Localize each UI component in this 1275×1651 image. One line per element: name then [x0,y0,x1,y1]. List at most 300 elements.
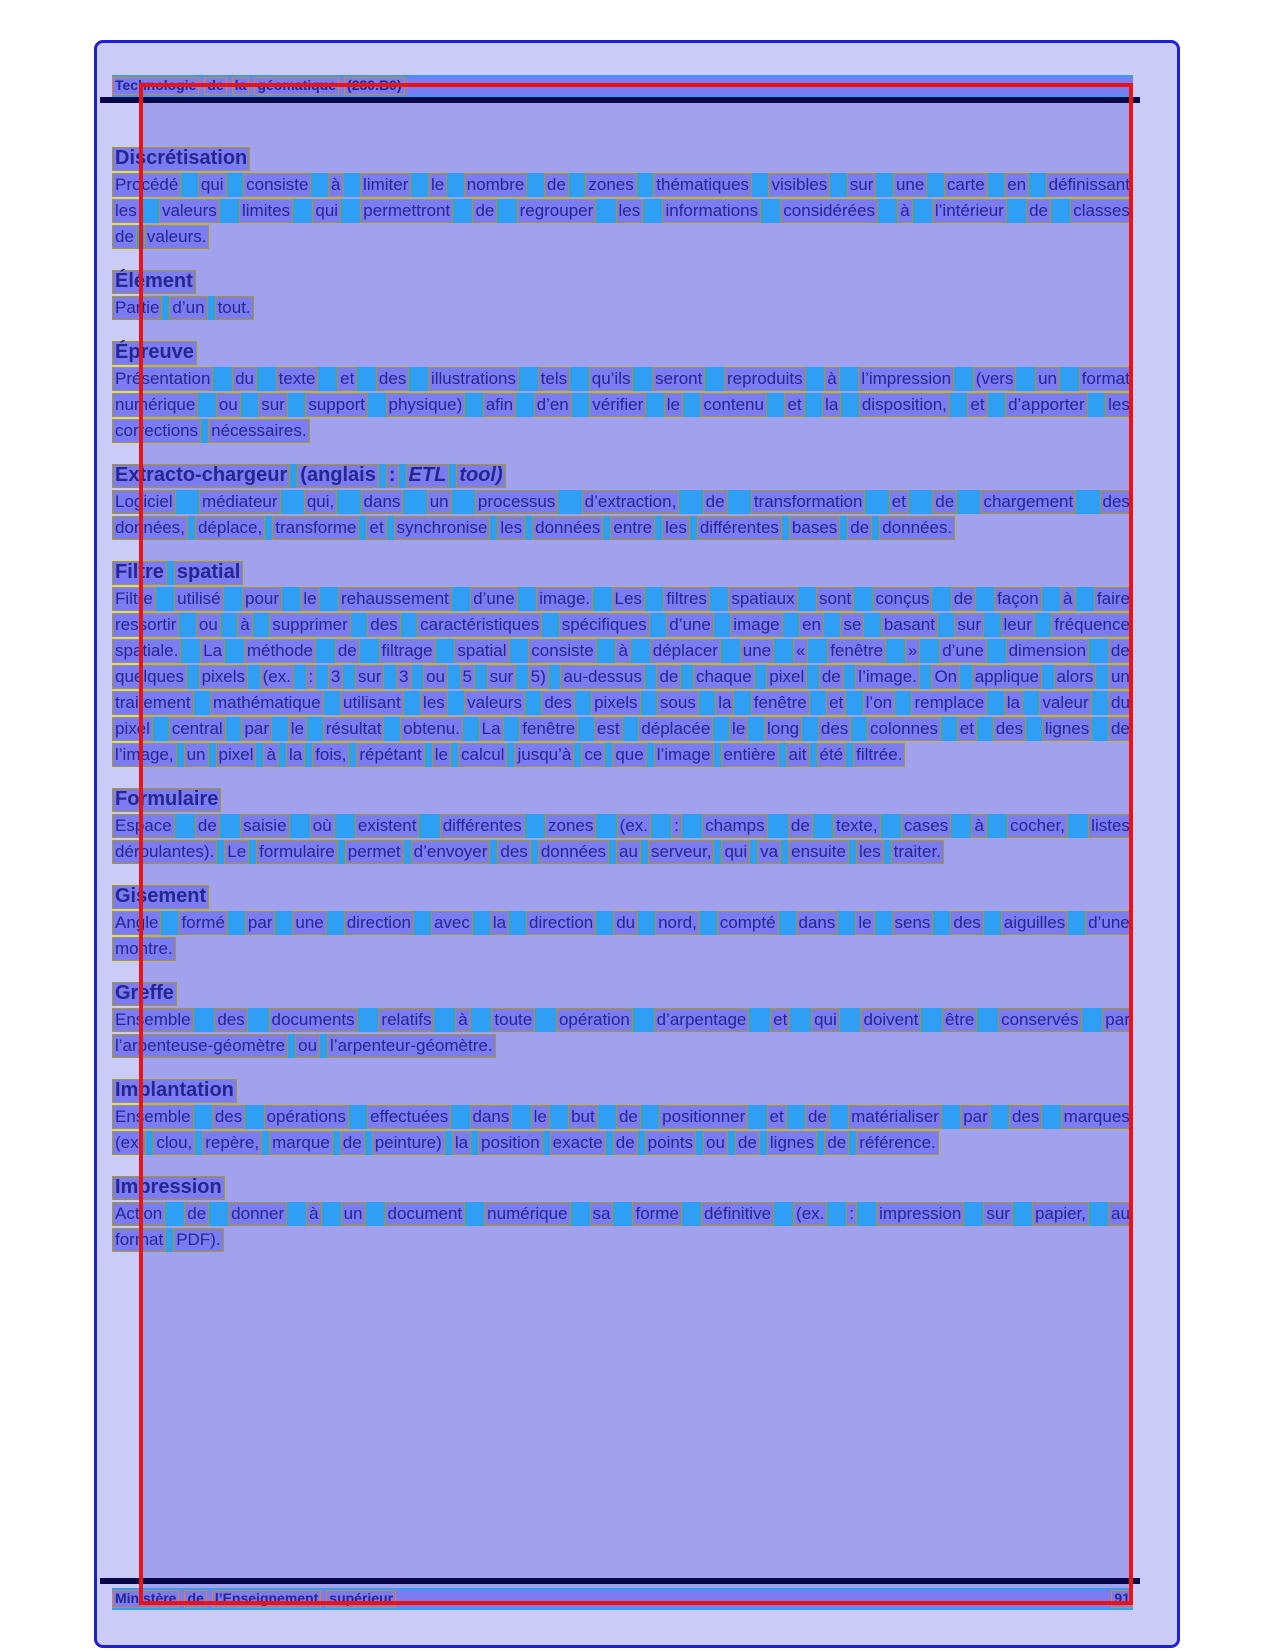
word-box: le [531,1105,550,1129]
word-box: corrections [112,419,201,443]
word-box: les [856,840,884,864]
word-box: dans [796,911,839,935]
text-line [112,743,905,767]
word-box: spatiale. [112,639,181,663]
word-box: l’impression [858,367,954,391]
word-box: quelques [112,665,187,689]
word-box: afin [483,393,516,417]
word-box: sa [590,1202,614,1226]
word-box: du [1108,691,1133,715]
word-box: sur [847,173,877,197]
word-box: : [306,665,317,689]
word-box: l’arpenteur-géomètre. [327,1034,496,1058]
band-word: Ministère [112,1590,179,1608]
glossary-section [112,561,1133,767]
word-box: obtenu. [400,717,463,741]
word-box: d’un [169,296,207,320]
definition-paragraph [112,173,1133,249]
word-box: zones [585,173,636,197]
word-box: données, [112,516,188,540]
word-box: des [993,717,1026,741]
glossary-section [112,464,1133,540]
band-word: (230.B0) [344,77,404,95]
word-box: alors [1054,665,1097,689]
glossary-section [112,788,1133,864]
word-box: va [757,840,781,864]
word-box: bases [789,516,840,540]
word-box: ou [216,393,241,417]
word-box: compté [717,911,779,935]
word-box: de [805,1105,830,1129]
word-box: Espace [112,814,175,838]
word-box: qu’ils [589,367,634,391]
word-box: chaque [693,665,755,689]
word-box: entière [721,743,779,767]
word-box: la [452,1131,471,1155]
word-box: sous [657,691,699,715]
word-box: Procédé [112,173,181,197]
word-box: d’envoyer [411,840,491,864]
word-box: limiter [360,173,411,197]
word-box: les [420,691,448,715]
word-box: sur [355,665,385,689]
word-box: de [472,199,497,223]
word-box: de [112,225,137,249]
word-box: document [385,1202,466,1226]
text-line [112,717,1133,741]
word-box: par [960,1105,991,1129]
word-box: valeur [1039,691,1091,715]
word-box: PDF). [173,1228,223,1252]
word-box: toute [491,1008,535,1032]
word-box: la [715,691,734,715]
term-heading [112,561,243,585]
word-box: déplacer [650,639,721,663]
text-line [112,490,1133,514]
text-line [112,1008,1133,1032]
word-box: Ensemble [112,1105,194,1129]
term-heading [112,341,197,365]
heading-word: Gisement [112,885,209,909]
word-box: valeurs [464,691,525,715]
text-line [112,1105,1133,1129]
word-box: visibles [768,173,830,197]
word-box: Ensemble [112,1008,194,1032]
word-box: ce [581,743,605,767]
word-box: pixels [591,691,640,715]
word-box: positionner [659,1105,748,1129]
word-box: : [671,814,682,838]
word-box: déplace, [195,516,265,540]
word-box: d’apporter [1005,393,1088,417]
word-box: transformation [751,490,866,514]
definition-paragraph [112,296,1133,320]
word-box: à [306,1202,321,1226]
word-box: de [184,1202,209,1226]
word-box: On [931,665,960,689]
text-line [112,814,1133,838]
word-box: marques [1061,1105,1133,1129]
word-box: long [764,717,802,741]
word-box: des [214,1008,247,1032]
word-box: des [541,691,574,715]
text-line [112,393,1133,417]
word-box: de [819,665,844,689]
word-box: exacte [550,1131,606,1155]
word-box: l’image, [112,743,177,767]
word-box: les [1105,393,1133,417]
word-box: illustrations [428,367,519,391]
term-heading [112,1176,225,1200]
word-box: de [824,1131,849,1155]
word-box: pixels [199,665,248,689]
word-box: ressortir [112,613,179,637]
word-box: doivent [860,1008,921,1032]
word-box: image [730,613,782,637]
glossary-section [112,1079,1133,1155]
word-box: calcul [458,743,507,767]
word-box: dans [470,1105,513,1129]
word-box: matérialiser [848,1105,942,1129]
word-box: La [200,639,225,663]
word-box: pour [242,587,282,611]
word-box: les [112,199,140,223]
word-box: sur [954,613,984,637]
word-box: tels [538,367,570,391]
word-box: à [1060,587,1075,611]
word-box: des [367,613,400,637]
word-box: numérique [484,1202,570,1226]
heading-word: Extracto-chargeur [112,464,290,488]
word-box: qui [811,1008,840,1032]
word-box: direction [344,911,414,935]
word-box: sens [892,911,934,935]
word-box: où [310,814,335,838]
word-box: des [1100,490,1133,514]
word-box: physique) [386,393,466,417]
word-box: (ex. [112,1131,146,1155]
word-box: 3 [396,665,411,689]
word-box: et [889,490,909,514]
word-box: spécifiques [559,613,650,637]
band-word: de [184,1590,206,1608]
word-box: classes [1070,199,1133,223]
word-box: et [957,717,977,741]
word-box: serveur, [648,840,714,864]
band-word: Technologie [112,77,199,95]
glossary-section [112,147,1133,249]
word-box: repère, [202,1131,262,1155]
word-box: des [950,911,983,935]
word-box: le [428,173,447,197]
word-box: des [212,1105,245,1129]
word-box: tout. [215,296,254,320]
word-box: été [817,743,847,767]
word-box: les [662,516,690,540]
word-box: support [305,393,368,417]
header-line-box [112,75,1133,97]
word-box: le [432,743,451,767]
word-box: à [615,639,630,663]
word-box: au-dessus [560,665,644,689]
word-box: nombre [464,173,528,197]
word-box: l’on [863,691,895,715]
word-box: déplacée [638,717,713,741]
word-box: Filtre [112,587,156,611]
word-box: conservés [998,1008,1081,1032]
heading-word: Implantation [112,1079,237,1103]
word-box: et [767,1105,787,1129]
word-box: de [788,814,813,838]
word-box: lignes [1042,717,1092,741]
word-box: de [1108,717,1133,741]
word-box: valeurs. [144,225,210,249]
word-box: de [616,1105,641,1129]
word-box: fenêtre [751,691,810,715]
word-box: carte [944,173,988,197]
word-box: pixel [766,665,807,689]
word-box: qui [312,199,341,223]
word-box: sur [487,665,517,689]
text-line [112,367,1133,391]
word-box: remplace [911,691,987,715]
word-box: à [455,1008,470,1032]
word-box: la [286,743,305,767]
text-line [112,639,1133,663]
word-box: synchronise [394,516,491,540]
word-box: 3 [328,665,343,689]
definition-paragraph [112,1105,1133,1155]
word-box: de [195,814,220,838]
word-box: sont [816,587,854,611]
word-box: lignes [767,1131,817,1155]
word-box: marque [269,1131,333,1155]
word-box: sur [983,1202,1013,1226]
word-box: de [1108,639,1133,663]
word-box: montre. [112,937,176,961]
word-box: d’une [666,613,714,637]
text-line [112,665,1133,689]
word-box: vérifier [589,393,646,417]
word-box: par [245,911,276,935]
word-box: et [967,393,987,417]
word-box: seront [652,367,705,391]
word-box: le [729,717,748,741]
text-line [112,1034,496,1058]
definition-paragraph [112,911,1133,961]
heading-word: (anglais [297,464,379,488]
word-box: utilisant [340,691,404,715]
heading-word: Formulaire [112,788,221,812]
word-box: informations [662,199,761,223]
word-box: Logiciel [112,490,176,514]
text-line [112,587,1133,611]
word-box: un [1035,367,1060,391]
word-box: texte, [833,814,881,838]
word-box: la [490,911,509,935]
term-heading [112,270,196,294]
word-box: ensuite [788,840,849,864]
text-line [112,225,209,249]
word-box: dimension [1006,639,1090,663]
heading-word: spatial [174,561,243,585]
definition-paragraph [112,1202,1133,1252]
term-heading [112,1079,237,1103]
word-box: le [664,393,683,417]
word-box: numérique [112,393,198,417]
word-box: par [1102,1008,1133,1032]
glossary-section [112,341,1133,443]
word-box: être [942,1008,977,1032]
word-box: le [855,911,874,935]
word-box: en [1004,173,1029,197]
word-box: méthode [244,639,316,663]
word-box: et [337,367,357,391]
word-box: but [568,1105,598,1129]
word-box: se [840,613,864,637]
word-box: transforme [272,516,359,540]
word-box: pixel [112,717,153,741]
word-box: de [335,639,360,663]
definition-paragraph [112,587,1133,767]
word-box: une [292,911,326,935]
word-box: 5 [460,665,475,689]
word-box: à [328,173,343,197]
word-box: rehaussement [338,587,452,611]
band-word: de [204,77,226,95]
word-box: ou [703,1131,728,1155]
heading-word: Filtre [112,561,167,585]
word-box: filtrage [379,639,436,663]
word-box: et [784,393,804,417]
word-box: un [184,743,209,767]
word-box: : [846,1202,857,1226]
word-box: de [544,173,569,197]
word-box: cases [901,814,951,838]
glossary-section [112,885,1133,961]
word-box: formulaire [256,840,338,864]
text-line [112,173,1133,197]
word-box: sur [258,393,288,417]
word-box: d’extraction, [582,490,680,514]
definition-paragraph [112,814,1133,864]
word-box: à [263,743,278,767]
word-box: central [169,717,226,741]
glossary-section [112,982,1133,1058]
word-box: relatifs [378,1008,434,1032]
word-box: ait [786,743,810,767]
word-box: entre [610,516,655,540]
word-box: spatiaux [728,587,797,611]
word-box: données [538,840,609,864]
word-box: documents [269,1008,358,1032]
heading-word: tool) [456,464,505,488]
heading-word: Greffe [112,982,177,1006]
word-box: opération [556,1008,633,1032]
word-box: Présentation [112,367,213,391]
band-word: supérieur [326,1590,396,1608]
text-line [112,911,1133,935]
word-box: listes [1088,814,1133,838]
word-box: avec [431,911,473,935]
word-box: considérées [780,199,878,223]
word-box: pixel [216,743,257,767]
word-box: au [1108,1202,1133,1226]
word-box: de [932,490,957,514]
text-line [112,1202,1133,1226]
word-box: cocher, [1007,814,1068,838]
word-box: Angle [112,911,161,935]
band-word: la [232,77,250,95]
text-line [112,613,1133,637]
word-box: champs [702,814,768,838]
footer-rule [100,1578,1140,1584]
word-box: basant [881,613,938,637]
word-box: impression [876,1202,964,1226]
word-box: (ex. [793,1202,827,1226]
word-box: définitive [701,1202,774,1226]
definition-paragraph [112,1008,1133,1058]
word-box: au [616,840,641,864]
word-box: des [818,717,851,741]
text-line [112,691,1133,715]
definition-paragraph [112,367,1133,443]
word-box: ou [196,613,221,637]
word-box: valeurs [159,199,220,223]
word-box: (ex. [260,665,294,689]
word-box: données [532,516,603,540]
word-box: filtres [663,587,710,611]
word-box: forme [632,1202,681,1226]
page-number: 91 [1111,1590,1133,1608]
word-box: par [241,717,272,741]
word-box: direction [526,911,596,935]
term-heading [112,885,209,909]
word-box: contenu [700,393,767,417]
word-box: de [1026,199,1051,223]
word-box: en [799,613,824,637]
word-box: de [656,665,681,689]
word-box: façon [994,587,1042,611]
word-box: est [594,717,623,741]
word-box: format [1079,367,1133,391]
word-box: référence. [856,1131,939,1155]
word-box: conçus [873,587,933,611]
word-box: du [232,367,257,391]
word-box: nord, [655,911,700,935]
word-box: un [427,490,452,514]
word-box: Le [224,840,249,864]
word-box: la [822,393,841,417]
heading-word: Épreuve [112,341,197,365]
heading-word: Élément [112,270,196,294]
word-box: jusqu’à [514,743,574,767]
word-box: une [740,639,774,663]
text-line [112,296,254,320]
term-heading [112,788,221,812]
text-line [112,937,176,961]
definition-paragraph [112,490,1133,540]
word-box: utilisé [174,587,223,611]
word-box: permettront [360,199,453,223]
glossary-content [112,147,1133,1254]
word-box: d’arpentage [654,1008,750,1032]
word-box: de [951,587,976,611]
word-box: une [893,173,927,197]
word-box: à [897,199,912,223]
band-word: l’Enseignement [212,1590,321,1608]
word-box: l’intérieur [932,199,1007,223]
